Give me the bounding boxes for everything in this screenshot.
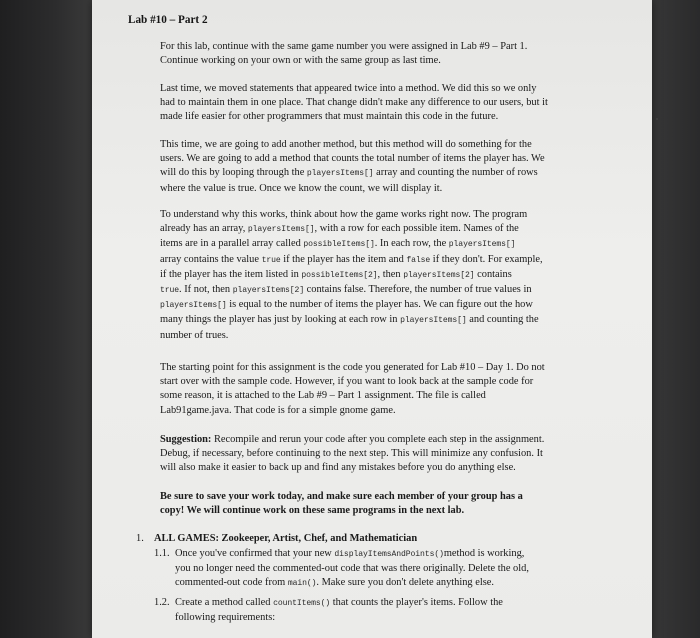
paragraph-intro: For this lab, continue with the same game number you were assigned in Lab #9 – Part 1. Continue working on your own or with the same group as last time. (160, 41, 528, 67)
code-term: possibleItems[] (303, 240, 375, 250)
code-term: true (160, 286, 180, 296)
paragraph-last-time: Last time, we moved statements that appeared twice into a method. We did this so we only had to maintain them in one place. That change didn't make any difference to our users, but it made life easier for other programmers that must maintain this code in the future. (160, 83, 548, 123)
paragraph-this-time: This time, we are going to add another method, but this method will do something for the users. We are going to add a method that counts the total number of items the player has. We will do this by looping through the playersItems[] array and counting the number of rows where the value is true. Once we know the count, we will display it. (160, 139, 545, 194)
background-left (0, 0, 92, 638)
code-term: playersItems[2] (232, 286, 305, 296)
paragraph-starting-point: The starting point for this assignment is the code you generated for Lab #10 – Day 1. Do not start over with the sample code. However, if you want to look back at the sample code for some reason, it is attached to the Lab #9 – Part 1 assignment. The file is called Lab91game.java. That code is for a simple gnome game. (160, 362, 545, 416)
code-term: playersItems[] (400, 316, 467, 326)
page-title: Lab #10 – Part 2 (128, 14, 208, 26)
code-term: main() (287, 579, 317, 589)
paragraph-suggestion: Suggestion: Recompile and rerun your code after you complete each step in the assignment. Debug, if necessary, before continuing to the next step. This will minimize any confusion. It will also make it easier to back up and find any mistakes before you do anything else. (160, 434, 545, 474)
code-term: true (261, 255, 281, 265)
sub-list-number: 1.1. (154, 548, 170, 559)
sub-list-number: 1.2. (154, 597, 170, 608)
paper-sheet: Lab #10 – Part 2 For this lab, continue with the same game number you were assigned in Lab #9 – Part 1. Continue working on your own or with the same group as last time. Last time, we moved statements that appeared twice into a method. We did this so we only had to maintain them in one place. That change didn't make any difference to our users, but it made life easier for other programmers that must maintain this code in the future. This time, we are going to add another method, but this method will do something for the users. We are going to add a method that counts the total number of items the player has. We will do this by looping through the playersItems[] array and counting the number of rows where the value is true. Once we know the count, we will display it. To understand why this works, think about how the game works right now. The program already has an array, playersItems[], with a row for each possible item. Names of the items are in a parallel array called possibleItems[]. In each row, the playersItems[] array contains the value true if the player has the item and false if they don't. For example, if the player has the item listed in possibleItems[2], then playersItems[2] contains true. If not, then playersItems[2] contains false. Therefore, the number of true values in playersItems[] is equal to the number of items the player has. We can figure out the how many things the player has just by looking at each row in playersItems[] and counting the number of trues. The starting point for this assignment is the code you generated for Lab #10 – Day 1. Do not start over with the sample code. However, if you want to look back at the sample code for some reason, it is attached to the Lab #9 – Part 1 assignment. The file is called Lab91game.java. That code is for a simple gnome game. Suggestion: Recompile and rerun your code after you complete each step in the assignment. Debug, if necessary, before continuing to the next step. This will minimize any confusion. It will also make it easier to back up and find any mistakes before you do anything else. Be sure to save your work today, and make sure each member of your group has a copy! We will continue work on these same programs in the next lab. 1. ALL GAMES: Zookeeper, Artist, Chef, and Mathematician 1.1. Once you've confirmed that your new displayItemsAndPoints()method is working, you no longer need the commented-out code that was there originally. Delete the old, commented-out code from main(). Make sure you don't delete anything else. 1.2. Create a method called countItems() that counts the player's items. Follow the following requirements: (92, 0, 652, 638)
list-heading: ALL GAMES: Zookeeper, Artist, Chef, and Mathematician (154, 533, 418, 544)
code-term: playersItems[] (160, 301, 227, 311)
paragraph-explanation: To understand why this works, think about how the game works right now. The program already has an array, playersItems[], with a row for each possible item. Names of the items are in a parallel array called possibleItems[]. In each row, the playersItems[] array contains the value true if the player has the item and false if they don't. For example, if the player has the item listed in possibleItems[2], then playersItems[2] contains true. If not, then playersItems[2] contains false. Therefore, the number of true values in playersItems[] is equal to the number of items the player has. We can figure out the how many things the player has just by looking at each row in playersItems[] and counting the number of trues. (160, 209, 543, 341)
code-term: countItems() (273, 599, 331, 608)
code-term: false (406, 255, 431, 265)
dust-speck (656, 118, 658, 120)
code-term: possibleItems[2] (301, 270, 378, 280)
code-term: playersItems[] (306, 169, 374, 179)
code-term: playersItems[] (448, 240, 516, 250)
list-number: 1. (136, 533, 144, 544)
suggestion-label: Suggestion: (160, 434, 212, 445)
code-term: displayItemsAndPoints() (334, 550, 444, 559)
paragraph-save-work: Be sure to save your work today, and make sure each member of your group has a copy! We will continue work on these same programs in the next lab. (160, 491, 523, 517)
code-term: playersItems[2] (403, 270, 475, 280)
code-term: playersItems[] (247, 225, 315, 235)
